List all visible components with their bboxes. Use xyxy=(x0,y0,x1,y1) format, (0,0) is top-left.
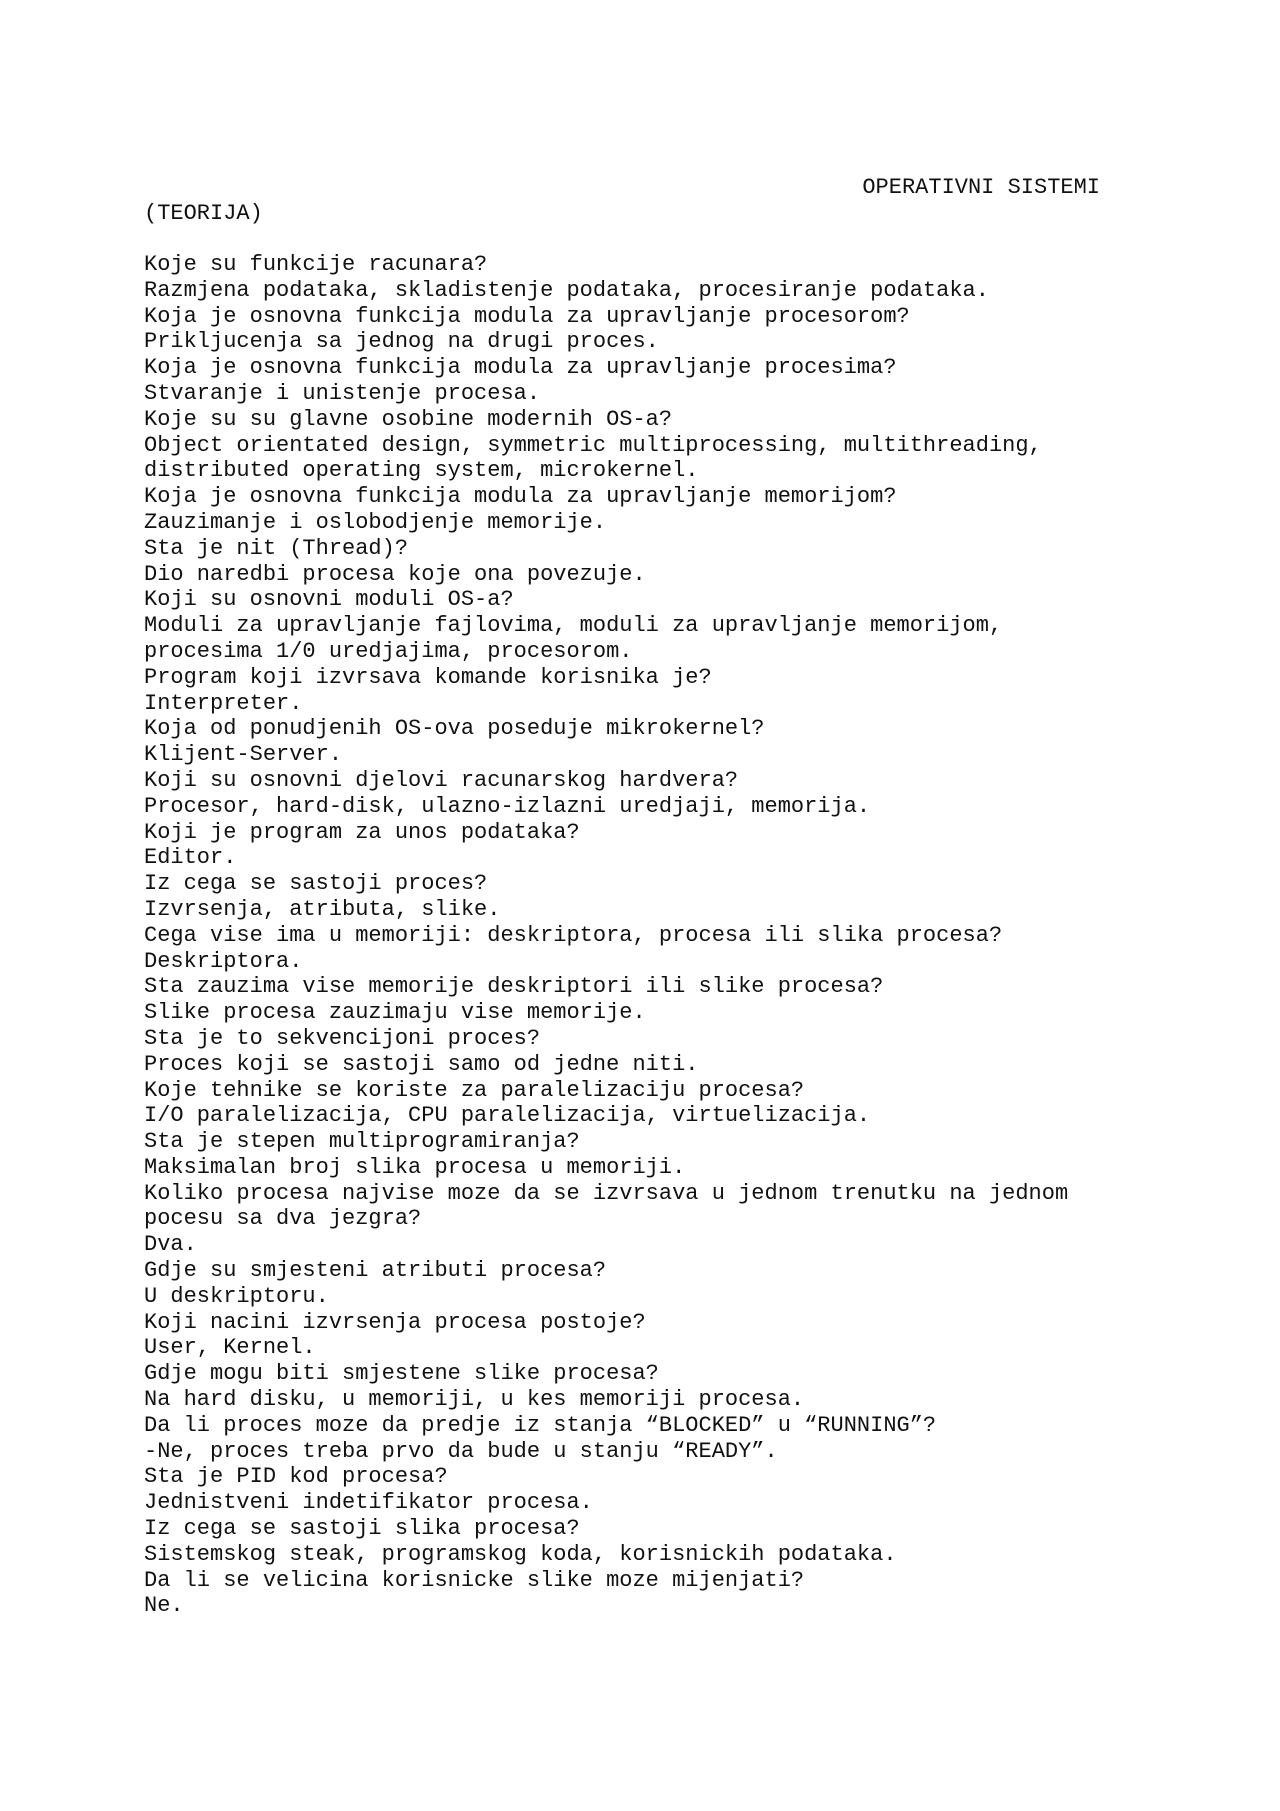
qa-item xyxy=(144,1310,1144,1362)
question-text: Gdje su smjesteni atributi procesa? xyxy=(144,1258,607,1284)
answer-text: -Ne, proces treba prvo da bude u stanju “READY”. xyxy=(144,1438,778,1464)
question-text: Koja je osnovna funkcija modula za upravljanje memorijom? xyxy=(144,484,897,510)
qa-item xyxy=(144,407,1144,484)
answer-text: Editor. xyxy=(144,845,237,871)
qa-item xyxy=(144,665,1144,717)
question-text: Sta je stepen multiprogramiranja? xyxy=(144,1129,580,1155)
answer-text: Ne. xyxy=(144,1593,184,1619)
answer-text: I/O paralelizacija, CPU paralelizacija, virtuelizacija. xyxy=(144,1103,871,1129)
qa-item xyxy=(144,1258,1144,1310)
answer-text: Moduli za upravljanje fajlovima, moduli za upravljanje memorijom, procesima 1/0 uredjajima, procesorom. xyxy=(144,613,1003,664)
answer-text: Deskriptora. xyxy=(144,948,303,974)
qa-item xyxy=(144,716,1144,768)
qa-item xyxy=(144,820,1144,872)
answer-text: Razmjena podataka, skladistenje podataka, procesiranje podataka. xyxy=(144,277,989,303)
qa-item xyxy=(144,1413,1144,1465)
qa-item xyxy=(144,974,1144,1026)
answer-text: Izvrsenja, atributa, slike. xyxy=(144,896,501,922)
answer-text: Interpreter. xyxy=(144,690,303,716)
qa-item xyxy=(144,252,1144,304)
question-text: Sta je PID kod procesa? xyxy=(144,1464,448,1490)
question-text: Koja od ponudjenih OS-ova poseduje mikrokernel? xyxy=(144,716,765,742)
qa-item xyxy=(144,1361,1144,1413)
qa-item xyxy=(144,1568,1144,1620)
question-text: Koji su osnovni djelovi racunarskog hardvera? xyxy=(144,767,739,793)
question-text: Program koji izvrsava komande korisnika je? xyxy=(144,664,712,690)
question-text: Iz cega se sastoji slika procesa? xyxy=(144,1516,580,1542)
answer-text: Zauzimanje i oslobodjenje memorije. xyxy=(144,509,607,535)
answer-text: U deskriptoru. xyxy=(144,1283,329,1309)
qa-item xyxy=(144,304,1144,356)
qa-item xyxy=(144,587,1144,664)
question-text: Koji je program za unos podataka? xyxy=(144,819,580,845)
qa-item xyxy=(144,1464,1144,1516)
question-text: Da li se velicina korisnicke slike moze mijenjati? xyxy=(144,1567,805,1593)
answer-text: Prikljucenja sa jednog na drugi proces. xyxy=(144,329,659,355)
answer-text: Object orientated design, symmetric multiprocessing, multithreading, distributed operating system, microkernel. xyxy=(144,432,1042,484)
answer-text: Jednistveni indetifikator procesa. xyxy=(144,1490,593,1516)
qa-item xyxy=(144,1181,1144,1258)
question-text: Koje su su glavne osobine modernih OS-a? xyxy=(144,406,673,432)
qa-list xyxy=(144,252,1144,1619)
answer-text: User, Kernel. xyxy=(144,1335,316,1361)
question-text: Koje su funkcije racunara? xyxy=(144,252,488,277)
qa-item xyxy=(144,355,1144,407)
answer-text: Slike procesa zauzimaju vise memorije. xyxy=(144,1000,646,1026)
question-text: Sta je nit (Thread)? xyxy=(144,535,409,561)
question-text: Koje tehnike se koriste za paralelizaciju procesa? xyxy=(144,1077,805,1103)
document-header xyxy=(144,175,1100,227)
question-text: Koja je osnovna funkcija modula za upravljanje procesima? xyxy=(144,355,897,381)
answer-text: Sistemskog steak, programskog koda, korisnickih podataka. xyxy=(144,1541,897,1567)
answer-text: Klijent-Server. xyxy=(144,742,343,768)
answer-text: Maksimalan broj slika procesa u memoriji. xyxy=(144,1154,686,1180)
answer-text: Procesor, hard-disk, ulazno-izlazni uredjaji, memorija. xyxy=(144,793,871,819)
question-text: Cega vise ima u memoriji: deskriptora, procesa ili slika procesa? xyxy=(144,922,1003,948)
document-title: OPERATIVNI SISTEMI xyxy=(862,175,1100,200)
qa-item xyxy=(144,1129,1144,1181)
qa-item xyxy=(144,768,1144,820)
answer-text: Dio naredbi procesa koje ona povezuje. xyxy=(144,561,646,587)
answer-text: Na hard disku, u memoriji, u kes memoriji procesa. xyxy=(144,1387,805,1413)
answer-text: Stvaranje i unistenje procesa. xyxy=(144,380,541,406)
answer-text: Dva. xyxy=(144,1232,197,1258)
qa-item xyxy=(144,1026,1144,1078)
question-text: Sta je to sekvencijoni proces? xyxy=(144,1025,541,1051)
document-subtitle: (TEORIJA) xyxy=(144,200,263,226)
question-text: Koja je osnovna funkcija modula za upravljanje procesorom? xyxy=(144,303,910,329)
qa-item xyxy=(144,536,1144,588)
question-text: Koji su osnovni moduli OS-a? xyxy=(144,587,514,613)
qa-item xyxy=(144,871,1144,923)
qa-item xyxy=(144,1078,1144,1130)
answer-text: Proces koji se sastoji samo od jedne niti. xyxy=(144,1051,699,1077)
question-text: Sta zauzima vise memorije deskriptori ili slike procesa? xyxy=(144,974,884,1000)
question-text: Koji nacini izvrsenja procesa postoje? xyxy=(144,1309,646,1335)
qa-item xyxy=(144,1516,1144,1568)
qa-item xyxy=(144,923,1144,975)
question-text: Da li proces moze da predje iz stanja “BLOCKED” u “RUNNING”? xyxy=(144,1412,937,1438)
question-text: Gdje mogu biti smjestene slike procesa? xyxy=(144,1361,659,1387)
question-text: Iz cega se sastoji proces? xyxy=(144,871,488,897)
question-text: Koliko procesa najvise moze da se izvrsava u jednom trenutku na jednom pocesu sa dva jezgra? xyxy=(144,1180,1069,1232)
qa-item xyxy=(144,484,1144,536)
